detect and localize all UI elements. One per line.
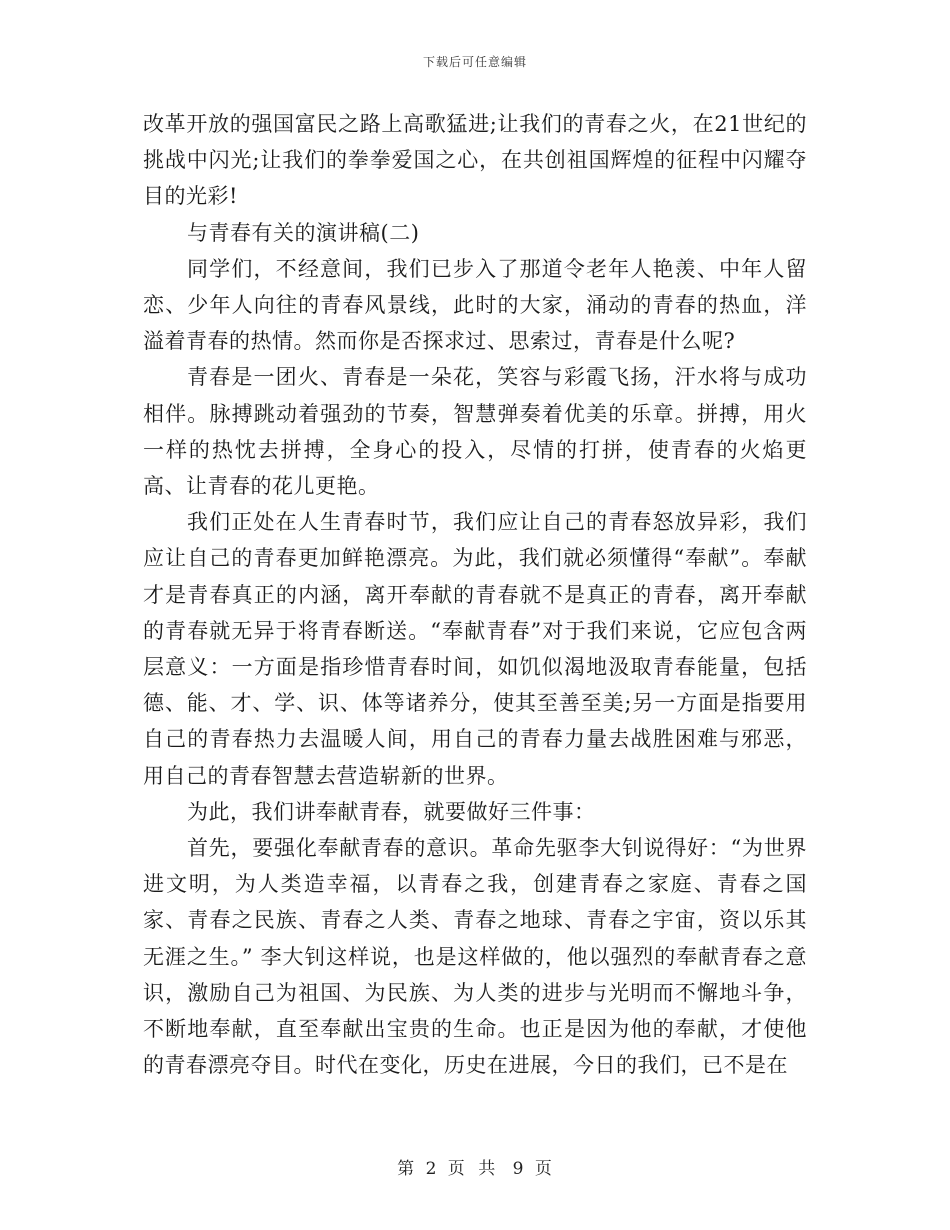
document-body [143, 106, 807, 1083]
footer-suffix: 页 [534, 1159, 553, 1179]
total-pages-number: 9 [512, 1159, 525, 1179]
page-footer [0, 1154, 950, 1179]
footer-prefix: 第 [397, 1159, 416, 1179]
footer-page-word: 页 [447, 1159, 466, 1179]
paragraph: 为此，我们讲奉献青春，就要做好三件事： [187, 799, 596, 824]
paragraph-continuation: 改革开放的强国富民之路上高歌猛进;让我们的青春之火，在21世纪的挑战中闪光;让我们的拳拳爱国之心，在共创祖国辉煌的征程中闪耀夺目的光彩! [143, 112, 807, 209]
paragraph: 我们正处在人生青春时节，我们应让自己的青春怒放异彩，我们应让自己的青春更加鲜艳漂亮。为此，我们就必须懂得“奉献”。奉献才是青春真正的内涵，离开奉献的青春就不是真正的青春，离开奉献的青春就无异于将青春断送。“奉献青春”对于我们来说，它应包含两层意义：一方面是指珍惜青春时间，如饥似渴地汲取青春能量，包括德、能、才、学、识、体等诸养分，使其至善至美;另一方面是指要用自己的青春热力去温暖人间，用自己的青春力量去战胜困难与邪恶，用自己的青春智慧去营造崭新的世界。 [143, 510, 807, 788]
paragraph: 同学们，不经意间，我们已步入了那道令老年人艳羡、中年人留恋、少年人向往的青春风景线，此时的大家，涌动的青春的热血，洋溢着青春的热情。然而你是否探求过、思索过，青春是什么呢? [143, 256, 807, 354]
current-page-number: 2 [425, 1159, 438, 1179]
paragraph: 首先，要强化奉献青春的意识。革命先驱李大钊说得好：“为世界进文明，为人类造幸福，以青春之我，创建青春之家庭、青春之国家、青春之民族、青春之人类、青春之地球、青春之宇宙，资以乐其无涯之生。” 李大钊这样说，也是这样做的，他以强烈的奉献青春之意识，激励自己为祖国、为民族、为人类的进步与光明而不懈地斗争，不断地奉献，直至奉献出宝贵的生命。也正是因为他的奉献，才使他的青春漂亮夺目。时代在变化，历史在进展，今日的我们，已不是在 [143, 836, 807, 1078]
section-title: 与青春有关的演讲稿(二) [187, 220, 420, 245]
paragraph: 青春是一团火、青春是一朵花，笑容与彩霞飞扬，汗水将与成功相伴。脉搏跳动着强劲的节奏，智慧弹奏着优美的乐章。拼搏，用火一样的热忱去拼搏，全身心的投入，尽情的打拼，使青春的火焰更高、让青春的花儿更艳。 [143, 365, 807, 499]
footer-total-word: 共 [478, 1159, 497, 1179]
page-header [0, 53, 950, 70]
header-note: 下载后可任意编辑 [422, 55, 527, 69]
